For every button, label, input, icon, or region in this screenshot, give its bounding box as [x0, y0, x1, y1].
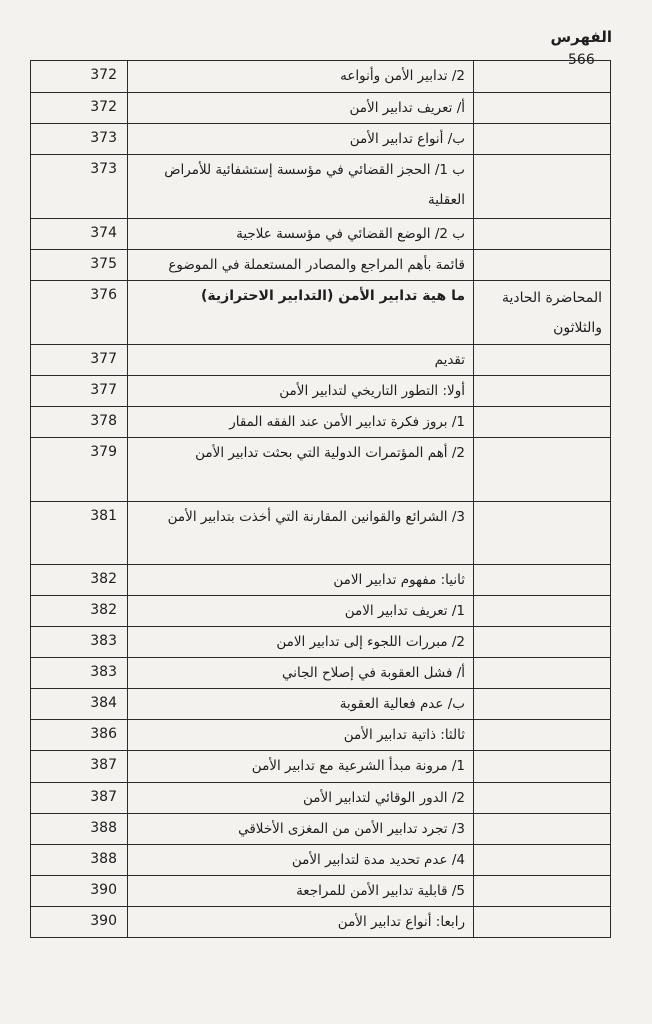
table-row	[31, 658, 611, 689]
page-number-cell: 372	[31, 61, 128, 93]
page-number-cell: 375	[31, 250, 128, 281]
section-cell	[474, 61, 611, 93]
page-number-cell: 390	[31, 907, 128, 938]
page-number-cell: 376	[31, 281, 128, 345]
topic-cell: أ/ فشل العقوبة في إصلاح الجاني	[128, 658, 474, 689]
section-cell	[474, 845, 611, 876]
section-cell	[474, 876, 611, 907]
table-row	[31, 219, 611, 250]
table-row	[31, 124, 611, 155]
table-row	[31, 751, 611, 783]
topic-cell: رابعا: أنواع تدابير الأمن	[128, 907, 474, 938]
table-row	[31, 61, 611, 93]
section-cell	[474, 407, 611, 438]
section-cell	[474, 751, 611, 783]
page-number-cell: 373	[31, 155, 128, 219]
page-number-cell: 379	[31, 438, 128, 502]
page-number-cell: 388	[31, 845, 128, 876]
topic-cell: 2/ مبررات اللجوء إلى تدابير الامن	[128, 627, 474, 658]
page-header-title: الفهرس	[550, 28, 612, 46]
page-number-cell: 372	[31, 93, 128, 124]
topic-cell: 1/ تعريف تدابير الامن	[128, 596, 474, 627]
table-row	[31, 596, 611, 627]
table-row	[31, 502, 611, 565]
section-cell	[474, 658, 611, 689]
page-number-cell: 390	[31, 876, 128, 907]
topic-cell: 2/ الدور الوقائي لتدابير الأمن	[128, 783, 474, 814]
topic-cell: أولا: التطور التاريخي لتدابير الأمن	[128, 376, 474, 407]
topic-cell: تقديم	[128, 345, 474, 376]
table-row	[31, 407, 611, 438]
section-cell	[474, 720, 611, 751]
section-cell	[474, 438, 611, 502]
page-number-cell: 383	[31, 627, 128, 658]
table-row	[31, 814, 611, 845]
section-cell	[474, 689, 611, 720]
page-number-cell: 382	[31, 565, 128, 596]
table-row	[31, 907, 611, 938]
topic-cell: ب 2/ الوضع القضائي في مؤسسة علاجية	[128, 219, 474, 250]
section-cell	[474, 907, 611, 938]
topic-cell: ب 1/ الحجز القضائي في مؤسسة إستشفائية للأمراض العقلية	[128, 155, 474, 219]
page-number-cell: 377	[31, 376, 128, 407]
table-row	[31, 345, 611, 376]
table-row	[31, 281, 611, 345]
table-row	[31, 93, 611, 124]
section-cell	[474, 250, 611, 281]
table-row	[31, 783, 611, 814]
page-number-cell: 387	[31, 783, 128, 814]
section-cell	[474, 345, 611, 376]
table-row	[31, 876, 611, 907]
topic-cell: ب/ عدم فعالية العقوبة	[128, 689, 474, 720]
page-number-cell: 383	[31, 658, 128, 689]
topic-cell: ثالثا: ذاتية تدابير الأمن	[128, 720, 474, 751]
table-row	[31, 155, 611, 219]
section-cell	[474, 502, 611, 565]
section-cell	[474, 783, 611, 814]
section-cell	[474, 93, 611, 124]
table-row	[31, 689, 611, 720]
topic-cell: أ/ تعريف تدابير الأمن	[128, 93, 474, 124]
topic-cell: قائمة بأهم المراجع والمصادر المستعملة في الموضوع	[128, 250, 474, 281]
topic-cell: 1/ مرونة مبدأ الشرعية مع تدابير الأمن	[128, 751, 474, 783]
page-number-cell: 378	[31, 407, 128, 438]
page-number: 566	[568, 52, 595, 68]
topic-cell: ثانيا: مفهوم تدابير الامن	[128, 565, 474, 596]
section-cell	[474, 376, 611, 407]
page-number-cell: 374	[31, 219, 128, 250]
topic-cell-lecture-title: ما هية تدابير الأمن (التدابير الاحترازية)	[128, 281, 474, 345]
table-row	[31, 376, 611, 407]
page-number-cell: 373	[31, 124, 128, 155]
section-cell	[474, 219, 611, 250]
section-cell	[474, 596, 611, 627]
page-number-cell: 384	[31, 689, 128, 720]
section-cell	[474, 627, 611, 658]
page-number-cell: 381	[31, 502, 128, 565]
topic-cell: 1/ بروز فكرة تدابير الأمن عند الفقه المقار	[128, 407, 474, 438]
topic-cell: 5/ قابلية تدابير الأمن للمراجعة	[128, 876, 474, 907]
table-row	[31, 565, 611, 596]
topic-cell: 3/ تجرد تدابير الأمن من المغزى الأخلاقي	[128, 814, 474, 845]
section-cell	[474, 814, 611, 845]
section-cell-lecture: المحاضرة الحادية والثلاثون	[474, 281, 611, 345]
section-cell	[474, 565, 611, 596]
topic-cell: 3/ الشرائع والقوانين المقارنة التي أخذت بتدابير الأمن	[128, 502, 474, 565]
table-row	[31, 845, 611, 876]
table-row	[31, 627, 611, 658]
page-number-cell: 386	[31, 720, 128, 751]
topic-cell: 2/ أهم المؤتمرات الدولية التي بحثت تدابير الأمن	[128, 438, 474, 502]
table-row	[31, 720, 611, 751]
section-cell	[474, 124, 611, 155]
topic-cell: 4/ عدم تحديد مدة لتدابير الأمن	[128, 845, 474, 876]
page-number-cell: 377	[31, 345, 128, 376]
page-number-cell: 388	[31, 814, 128, 845]
section-cell	[474, 155, 611, 219]
topic-cell: ب/ أنواع تدابير الأمن	[128, 124, 474, 155]
page-number-cell: 382	[31, 596, 128, 627]
table-row	[31, 438, 611, 502]
page-number-cell: 387	[31, 751, 128, 783]
table-of-contents	[30, 60, 611, 938]
topic-cell: 2/ تدابير الأمن وأنواعه	[128, 61, 474, 93]
table-row	[31, 250, 611, 281]
